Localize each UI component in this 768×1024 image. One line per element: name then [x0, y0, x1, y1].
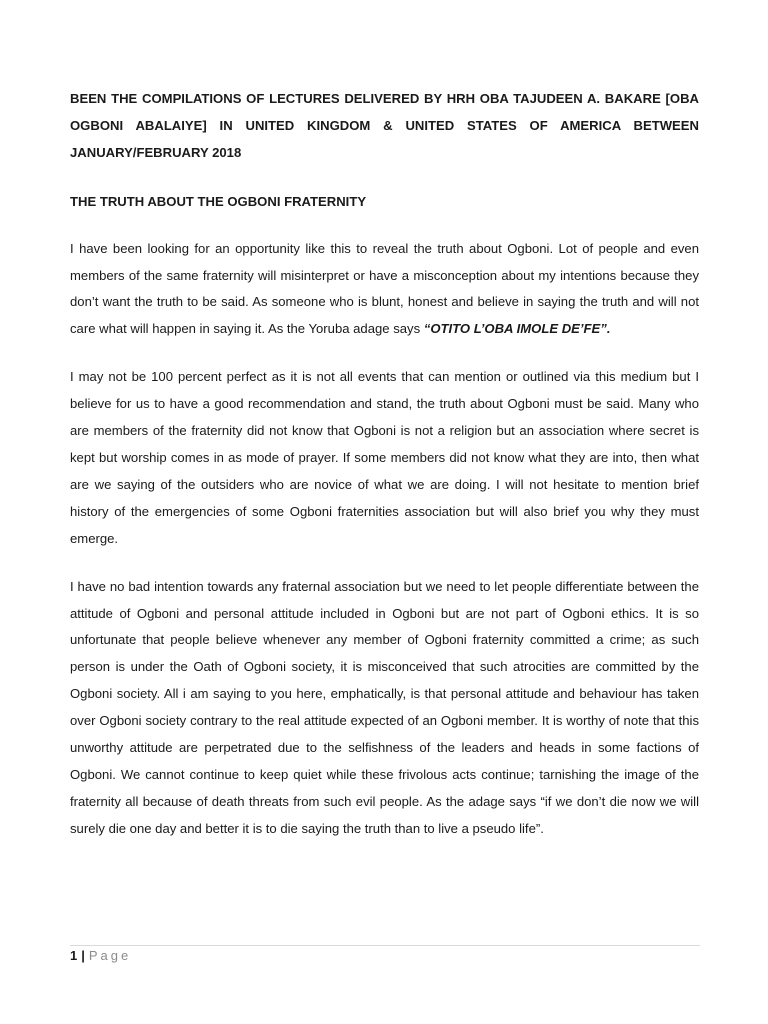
paragraph-3: I have no bad intention towards any fraternal association but we need to let people differentiate between the attitude of Ogboni and personal attitude included in Ogboni but are not part of Ogboni ethics. It is so unfortunate that people believe whenever any member of Ogboni fraternity committed a crime; as such person is under the Oath of Ogboni society, it is misconceived that such atrocities are committed by the Ogboni society. All i am saying to you here, emphatically, is that personal attitude and behaviour has taken over Ogboni society contrary to the real attitude expected of an Ogboni member. It is worthy of note that this unworthy attitude are perpetrated due to the selfishness of the leaders and heads in some factions of Ogboni. We cannot continue to keep quiet while these frivolous acts continue; tarnishing the image of the fraternity all because of death threats from such evil people. As the adage says “if we don’t die now we will surely die one day and better it is to die saying the truth than to live a pseudo life”. — [70, 578, 699, 836]
page-footer — [70, 946, 131, 966]
paragraph-1-text: I have been looking for an opportunity like this to reveal the truth about Ogboni. Lot of people and even members of the same fraternity will misinterpret or have a misconception about my intentions because they don’t want the truth to be said. As someone who is blunt, honest and believe in saying the truth and will not care what will happen in saying it. As the Yoruba adage says — [70, 240, 699, 337]
section-title: THE TRUTH ABOUT THE OGBONI FRATERNITY — [70, 193, 367, 209]
yoruba-adage-quote: “OTITO L’OBA IMOLE DE’FE”. — [423, 321, 611, 337]
document-body — [70, 86, 699, 864]
page-label: Page — [88, 948, 132, 963]
paragraph-1 — [70, 236, 699, 344]
footer-separator: | — [81, 948, 85, 963]
paragraph-2: I may not be 100 percent perfect as it is not all events that can mention or outlined via this medium but I believe for us to have a good recommendation and stand, the truth about Ogboni must be said. Many who are members of the fraternity did not know that Ogboni is not a religion but an association where secret is kept but worship comes in as mode of prayer. If some members did not know what they are into, then what are we saying of the outsiders who are novice of what we are doing. I will not hesitate to mention brief history of the emergencies of some Ogboni fraternities association but will also brief you why they must emerge. — [70, 369, 699, 546]
footer-divider — [70, 945, 700, 946]
page-number: 1 — [70, 948, 78, 963]
document-heading: BEEN THE COMPILATIONS OF LECTURES DELIVERED BY HRH OBA TAJUDEEN A. BAKARE [OBA OGBONI ABALAIYE] IN UNITED KINGDOM & UNITED STATES OF AMERICA BETWEEN JANUARY/FEBRUARY 2018 — [70, 91, 699, 160]
